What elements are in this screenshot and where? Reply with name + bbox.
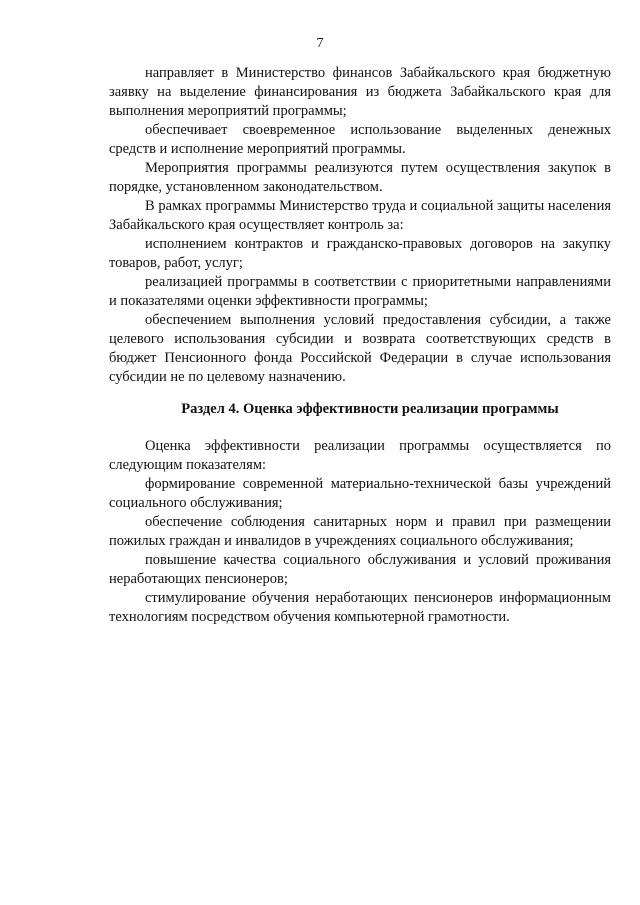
paragraph-indicator-material-base: формирование современной материально-технической базы учреждений социального обслуживания; (109, 476, 611, 511)
paragraph-contracts: исполнением контрактов и гражданско-правовых договоров на закупку товаров, работ, услуг; (109, 236, 611, 271)
document-body (109, 64, 611, 627)
paragraph-evaluation-intro: Оценка эффективности реализации программы осуществляется по следующим показателям: (109, 438, 611, 473)
paragraph-priorities: реализацией программы в соответствии с приоритетными направлениями и показателями оценки эффективности программы; (109, 274, 611, 309)
paragraph-indicator-training: стимулирование обучения неработающих пенсионеров информационным технологиям посредством обучения компьютерной грамотности. (109, 590, 611, 625)
section-title: Раздел 4. Оценка эффективности реализации программы (181, 401, 559, 417)
paragraph-indicator-sanitary: обеспечение соблюдения санитарных норм и правил при размещении пожилых граждан и инвалидов в учреждениях социального обслуживания; (109, 514, 611, 549)
paragraph-subsidy: обеспечением выполнения условий предоставления субсидии, а также целевого использования субсидии и возврата соответствующих средств в бюджет Пенсионного фонда Российской Федерации в случае использования субсидии не по целевому назначению. (109, 312, 611, 385)
paragraph-procurement: Мероприятия программы реализуются путем осуществления закупок в порядке, установленном законодательством. (109, 160, 611, 195)
paragraph-control-intro: В рамках программы Министерство труда и социальной защиты населения Забайкальского края осуществляет контроль за: (109, 198, 611, 233)
paragraph-budget-request: направляет в Министерство финансов Забайкальского края бюджетную заявку на выделение финансирования из бюджета Забайкальского края для выполнения мероприятий программы; (109, 65, 611, 119)
paragraph-indicator-quality: повышение качества социального обслуживания и условий проживания неработающих пенсионеров; (109, 552, 611, 587)
paragraph-funds-usage: обеспечивает своевременное использование выделенных денежных средств и исполнение мероприятий программы. (109, 122, 611, 157)
page-number: 7 (316, 36, 324, 51)
